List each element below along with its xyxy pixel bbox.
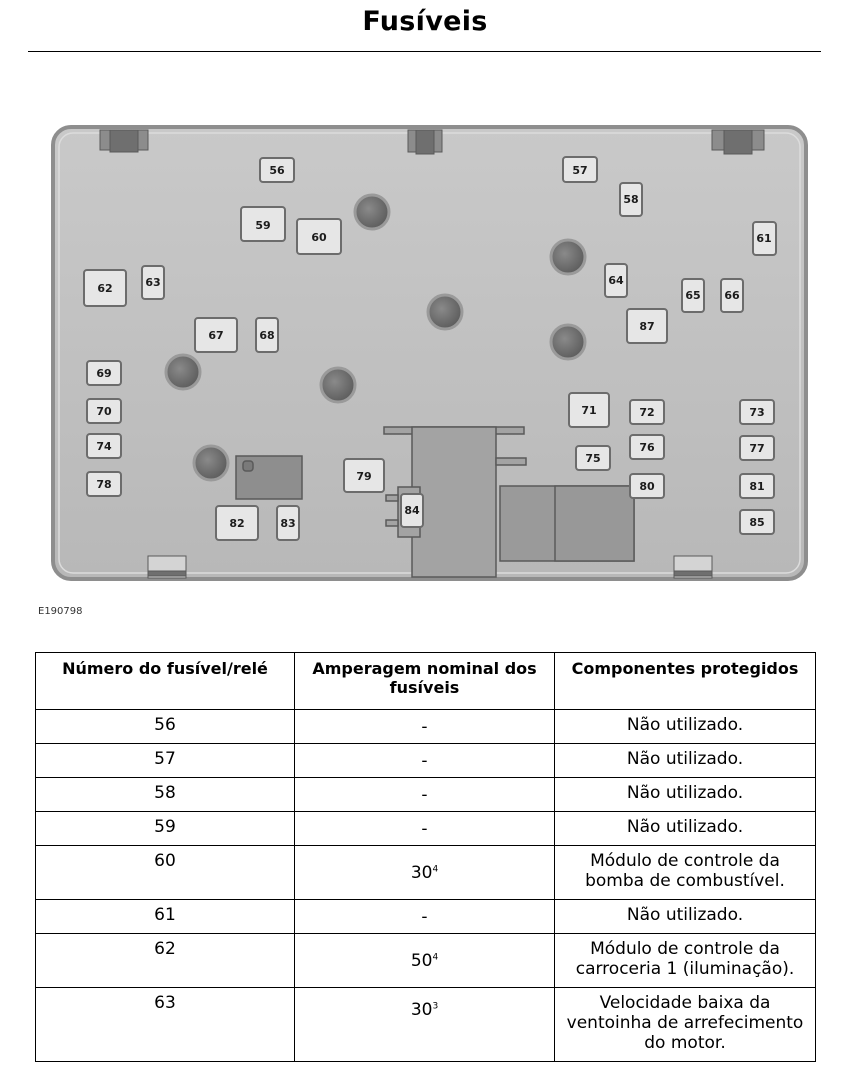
fuse-73 xyxy=(740,400,774,424)
fuse-60 xyxy=(297,219,341,254)
header-components: Componentes protegidos xyxy=(555,653,816,710)
svg-text:60: 60 xyxy=(311,231,327,244)
fuse-63 xyxy=(142,266,164,299)
fuse-69 xyxy=(87,361,121,385)
fuse-68 xyxy=(256,318,278,352)
fuse-amperage: - xyxy=(295,778,555,812)
svg-text:84: 84 xyxy=(404,504,420,517)
svg-text:68: 68 xyxy=(259,329,275,342)
svg-text:72: 72 xyxy=(639,406,655,419)
fuse-table xyxy=(35,652,816,1062)
page-title: Fusíveis xyxy=(362,6,488,37)
fuse-79 xyxy=(344,459,384,492)
table-row xyxy=(36,900,816,934)
header-amperage: Amperagem nominal dos fusíveis xyxy=(295,653,555,710)
svg-text:66: 66 xyxy=(724,289,740,302)
fuse-56 xyxy=(260,158,294,182)
header-number: Número do fusível/relé xyxy=(36,653,295,710)
fuse-number: 58 xyxy=(36,778,295,812)
fuse-amperage: - xyxy=(295,900,555,934)
fuse-number: 57 xyxy=(36,744,295,778)
fuse-84 xyxy=(401,494,423,527)
table-row xyxy=(36,934,816,988)
fuse-number: 61 xyxy=(36,900,295,934)
fuse-71 xyxy=(569,393,609,427)
svg-text:56: 56 xyxy=(269,164,285,177)
svg-text:70: 70 xyxy=(96,405,112,418)
svg-text:63: 63 xyxy=(145,276,161,289)
table-row xyxy=(36,846,816,900)
fuse-82 xyxy=(216,506,258,540)
fuse-amperage: - xyxy=(295,744,555,778)
fuse-amperage: - xyxy=(295,812,555,846)
fuse-amperage: 50$^4$ xyxy=(295,934,555,988)
fuse-components: Não utilizado. xyxy=(555,744,816,778)
fuse-74 xyxy=(87,434,121,458)
table-row xyxy=(36,778,816,812)
svg-text:80: 80 xyxy=(639,480,655,493)
fuse-81 xyxy=(740,474,774,498)
fuse-87 xyxy=(627,309,667,343)
svg-text:79: 79 xyxy=(356,470,372,483)
fuse-number: 60 xyxy=(36,846,295,900)
fuse-components: Módulo de controle da carroceria 1 (iluminação). xyxy=(555,934,816,988)
fuse-amperage: - xyxy=(295,710,555,744)
fuse-76 xyxy=(630,435,664,459)
svg-text:87: 87 xyxy=(639,320,655,333)
table-row xyxy=(36,710,816,744)
fuse-65 xyxy=(682,279,704,312)
svg-text:73: 73 xyxy=(749,406,765,419)
fuse-components: Não utilizado. xyxy=(555,710,816,744)
fuse-62 xyxy=(84,270,126,306)
fuse-77 xyxy=(740,436,774,460)
svg-text:59: 59 xyxy=(255,219,271,232)
fuse-number: 59 xyxy=(36,812,295,846)
fuse-59 xyxy=(241,207,285,241)
fuse-70 xyxy=(87,399,121,423)
svg-text:61: 61 xyxy=(756,232,772,245)
fuse-number: 56 xyxy=(36,710,295,744)
svg-text:74: 74 xyxy=(96,440,112,453)
fuse-80 xyxy=(630,474,664,498)
svg-text:83: 83 xyxy=(280,517,296,530)
fuse-components: Velocidade baixa da ventoinha de arrefecimento do motor. xyxy=(555,988,816,1062)
fuse-66 xyxy=(721,279,743,312)
fuse-components: Não utilizado. xyxy=(555,778,816,812)
table-header-row xyxy=(36,653,816,710)
table-row xyxy=(36,812,816,846)
fuse-amperage: 30$^3$ xyxy=(295,988,555,1062)
fuse-number: 63 xyxy=(36,988,295,1062)
fuse-58 xyxy=(620,183,642,216)
fuse-67 xyxy=(195,318,237,352)
table-row xyxy=(36,988,816,1062)
svg-text:67: 67 xyxy=(208,329,224,342)
fuse-64 xyxy=(605,264,627,297)
fuse-components: Não utilizado. xyxy=(555,900,816,934)
svg-text:69: 69 xyxy=(96,367,112,380)
fuse-61 xyxy=(753,222,776,255)
svg-text:71: 71 xyxy=(581,404,597,417)
svg-text:62: 62 xyxy=(97,282,113,295)
svg-text:76: 76 xyxy=(639,441,655,454)
svg-text:85: 85 xyxy=(749,516,765,529)
fuse-75 xyxy=(576,446,610,470)
svg-text:77: 77 xyxy=(749,442,765,455)
table-row xyxy=(36,744,816,778)
svg-text:81: 81 xyxy=(749,480,765,493)
fuse-components: Não utilizado. xyxy=(555,812,816,846)
svg-text:78: 78 xyxy=(96,478,112,491)
figure-code: E190798 xyxy=(38,606,83,617)
svg-text:58: 58 xyxy=(623,193,639,206)
fuse-83 xyxy=(277,506,299,540)
fuse-78 xyxy=(87,472,121,496)
fuse-57 xyxy=(563,157,597,182)
svg-text:57: 57 xyxy=(572,164,588,177)
svg-text:65: 65 xyxy=(685,289,701,302)
fuse-85 xyxy=(740,510,774,534)
fuse-components: Módulo de controle da bomba de combustível. xyxy=(555,846,816,900)
svg-text:64: 64 xyxy=(608,274,624,287)
fuse-72 xyxy=(630,400,664,424)
fuse-number: 62 xyxy=(36,934,295,988)
fuse-amperage: 30$^4$ xyxy=(295,846,555,900)
svg-text:75: 75 xyxy=(585,452,601,465)
svg-text:82: 82 xyxy=(229,517,245,530)
